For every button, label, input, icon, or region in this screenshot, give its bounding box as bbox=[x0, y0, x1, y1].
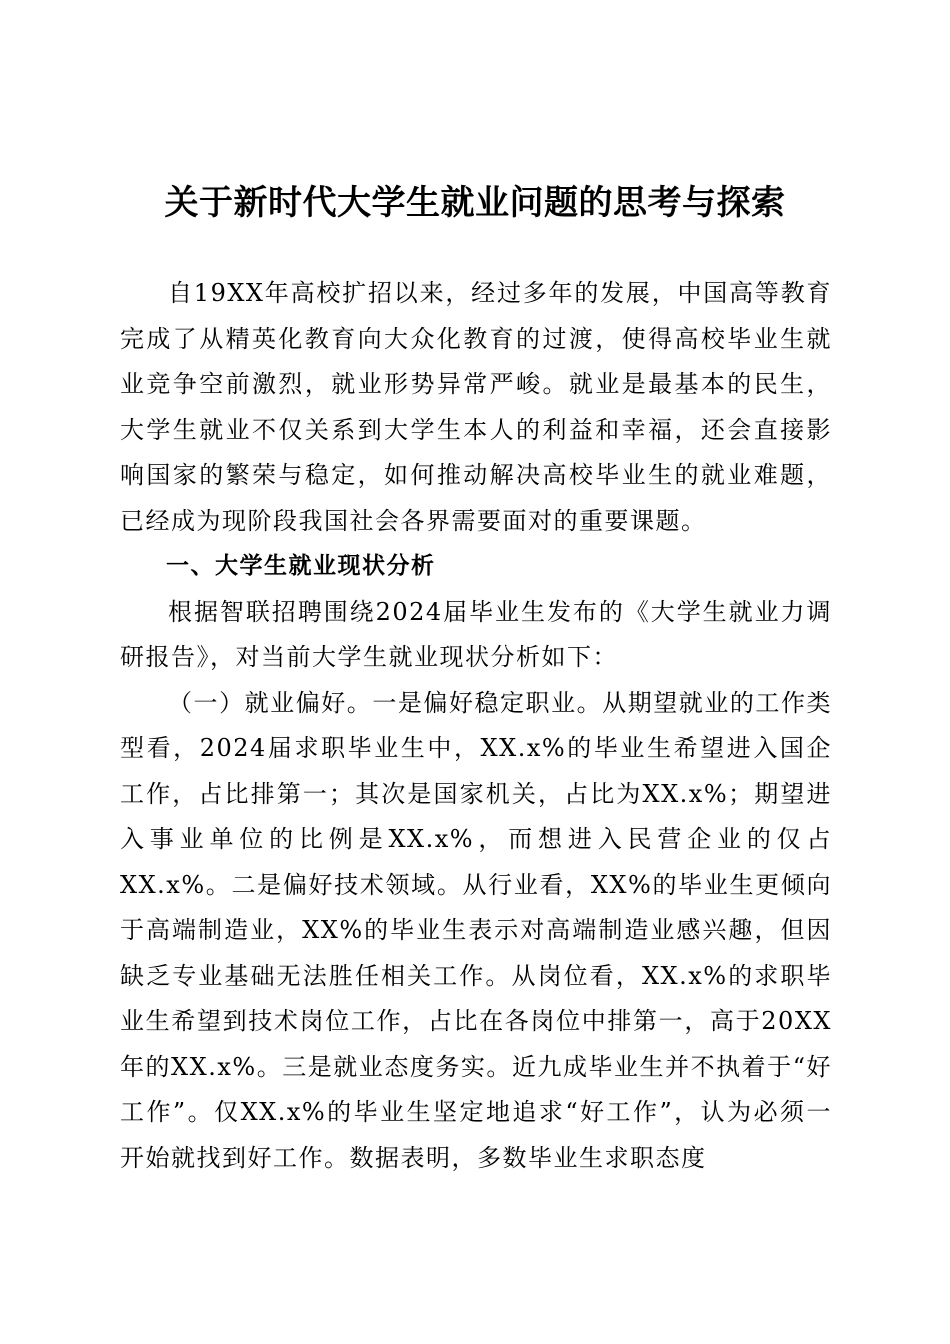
document-body bbox=[120, 271, 832, 1181]
section-heading: 一、大学生就业现状分析 bbox=[166, 553, 436, 579]
employment-preference-paragraph: （一）就业偏好。一是偏好稳定职业。从期望就业的工作类型看，2024届求职毕业生中，XX.x%的毕业生希望进入国企工作，占比排第一；其次是国家机关，占比为XX.x%；期望进入事业单位的比例是XX.x%，而想进入民营企业的仅占XX.x%。二是偏好技术领域。从行业看，XX%的毕业生更倾向于高端制造业，XX%的毕业生表示对高端制造业感兴趣，但因缺乏专业基础无法胜任相关工作。从岗位看，XX.x%的求职毕业生希望到技术岗位工作，占比在各岗位中排第一，高于20XX年的XX.x%。三是就业态度务实。近九成毕业生并不执着于“好工作”。仅XX.x%的毕业生坚定地追求“好工作”，认为必须一开始就找到好工作。数据表明，多数毕业生求职态度 bbox=[120, 688, 832, 1172]
section-intro-paragraph: 根据智联招聘围绕2024届毕业生发布的《大学生就业力调研报告》，对当前大学生就业现状分析如下： bbox=[120, 597, 832, 671]
intro-paragraph: 自19XX年高校扩招以来，经过多年的发展，中国高等教育完成了从精英化教育向大众化教育的过渡，使得高校毕业生就业竞争空前激烈，就业形势异常严峻。就业是最基本的民生，大学生就业不仅关系到大学生本人的利益和幸福，还会直接影响国家的繁荣与稳定，如何推动解决高校毕业生的就业难题，已经成为现阶段我国社会各界需要面对的重要课题。 bbox=[120, 279, 832, 535]
document-title: 关于新时代大学生就业问题的思考与探索 bbox=[164, 183, 786, 223]
